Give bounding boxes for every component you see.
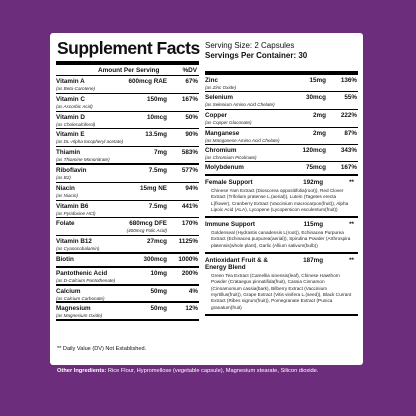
nutrient-dv: 1125% <box>178 238 198 245</box>
nutrient-dv: 136% <box>340 77 357 84</box>
nutrient-name: Vitamin B12 <box>56 238 92 245</box>
nutrient-dv: 577% <box>181 167 198 174</box>
blend-dv: ** <box>349 257 354 265</box>
nutrient-dv: 170% <box>181 220 198 227</box>
nutrient-row <box>56 218 199 236</box>
blend-header <box>205 218 358 228</box>
nutrient-row <box>56 286 199 303</box>
other-ingredients <box>57 368 318 374</box>
nutrient-dv: 50% <box>185 114 198 121</box>
nutrient-dv: 12% <box>185 305 198 312</box>
nutrient-amount: 10mcg <box>147 114 167 121</box>
footnote: ** Daily Value (DV) Not Established. <box>57 346 147 352</box>
nutrient-dv: 343% <box>340 147 357 154</box>
nutrient-name: Folate <box>56 220 75 227</box>
nutrient-source: (as Cholecalciferol) <box>56 121 96 127</box>
nutrient-name: Vitamin E <box>56 131 85 138</box>
nutrient-dv: 1000% <box>178 256 198 263</box>
nutrient-amount: 13.5mg <box>145 131 167 138</box>
blend-name: Female Support <box>205 179 253 186</box>
nutrient-row <box>56 254 199 268</box>
nutrient-row <box>205 162 358 176</box>
nutrient-dv: 87% <box>344 130 357 137</box>
nutrient-source: (as Cyanocobalamin) <box>56 245 100 251</box>
header-dv: %DV <box>182 67 197 74</box>
nutrient-amount: 30mcg <box>306 94 326 101</box>
nutrient-source: (as Calcium Carbonate) <box>56 295 105 301</box>
nutrient-row <box>56 112 199 129</box>
column-header <box>56 65 199 76</box>
nutrient-source: (400mcg Folic Acid) <box>126 227 167 233</box>
nutrient-amount: 7.5mg <box>148 167 167 174</box>
nutrient-amount: 10mg <box>150 270 167 277</box>
nutrient-source: (as Copper Gluconate) <box>205 119 252 125</box>
nutrient-row <box>205 75 358 92</box>
nutrient-name: Selenium <box>205 94 233 101</box>
blend-header <box>205 176 358 186</box>
nutrient-dv: 94% <box>185 185 198 192</box>
nutrient-amount: 680mcg DFE <box>129 220 167 227</box>
nutrient-name: Chromium <box>205 147 237 154</box>
nutrient-name: Manganese <box>205 130 240 137</box>
nutrient-name: Biotin <box>56 256 74 263</box>
nutrient-row <box>56 147 199 165</box>
nutrient-source: (as D-Calcium Pantothenate) <box>56 277 116 283</box>
other-ingredients-label: Other Ingredients: <box>57 368 107 374</box>
nutrient-row <box>205 110 358 128</box>
nutrient-dv: 200% <box>181 270 198 277</box>
header-amount: Amount Per Serving <box>98 67 160 74</box>
nutrient-row <box>205 92 358 110</box>
blend-ingredients: Goldenseal (Hydrastis canadensis L(root)), Echinacea Purpurea Extract (Echinacea purpurea(aerial)), Spirulina Powder (Arthrospira platensis(whole plant), Garlic (Allium sativum(bulb)) <box>211 230 351 248</box>
nutrient-amount: 15mg NE <box>140 185 167 192</box>
nutrient-row <box>56 76 199 94</box>
nutrient-dv: 167% <box>181 96 198 103</box>
nutrient-dv: 583% <box>181 149 198 156</box>
nutrient-row <box>56 236 199 254</box>
serving-size: Serving Size: 2 Capsules <box>205 41 295 50</box>
nutrient-name: Vitamin D <box>56 114 85 121</box>
nutrient-source: (as Pyridoxine HCl) <box>56 210 96 216</box>
blend-section <box>205 254 358 316</box>
blend-amount: 187mg <box>303 257 324 265</box>
blend-amount: 192mg <box>303 179 324 186</box>
nutrient-row <box>205 128 358 145</box>
blend-name: Immune Support <box>205 221 256 229</box>
nutrient-name: Zinc <box>205 77 218 84</box>
nutrient-name: Pantothenic Acid <box>56 270 108 277</box>
blend-name: Antioxidant Fruit & & Energy Blend <box>205 257 268 272</box>
serving-info <box>205 41 307 61</box>
left-column <box>56 61 199 321</box>
nutrient-name: Molybdenum <box>205 164 244 171</box>
nutrient-amount: 120mcg <box>302 147 326 154</box>
nutrient-amount: 75mcg <box>306 164 326 171</box>
nutrient-amount: 2mg <box>313 130 326 137</box>
nutrient-dv: 67% <box>185 78 198 85</box>
other-ingredients-text: Rice Flour, Hypromellose (vegetable capsule), Magnesium stearate, Silicon dioxide. <box>106 368 319 374</box>
nutrient-source: (as Ascorbic Acid) <box>56 103 93 109</box>
nutrient-source: (as Manganese Amino Acid Chelate) <box>205 137 280 143</box>
nutrient-name: Copper <box>205 112 228 119</box>
nutrient-row <box>56 303 199 321</box>
nutrient-source: (as Zinc Oxide) <box>205 84 237 90</box>
blend-ingredients: Green Tea Extract (Camellia sinensis(leaf), Chinese Hawthorn Powder (Crataegus pinnatifida(fruit), Cassia Cinnamon (Cinnamomum cassia(bark), Bilberry Extract (Vaccinium myrtillus(fruit)), Grape Extract (Vitis vinifera L.(seed)), Black Currant Extract (Ribes nigrum(fruit)), Pomegranate Extract (Punica granatum(fruit) <box>211 273 352 310</box>
nutrient-amount: 27mcg <box>147 238 167 245</box>
nutrient-name: Vitamin C <box>56 96 85 103</box>
servings-per-container: Servings Per Container: 30 <box>205 51 308 60</box>
blend-dv: ** <box>349 179 354 186</box>
nutrient-dv: 441% <box>181 203 198 210</box>
nutrient-source: (as Thiamine Mononitrate) <box>56 156 110 162</box>
supplement-facts-panel <box>50 33 363 365</box>
nutrient-dv: 4% <box>188 288 198 295</box>
blend-amount: 115mg <box>303 221 324 229</box>
nutrient-amount: 150mg <box>147 96 167 103</box>
nutrient-dv: 55% <box>344 94 357 101</box>
blend-section <box>205 176 358 218</box>
nutrient-amount: 600mcg RAE <box>128 78 167 85</box>
nutrient-name: Vitamin A <box>56 78 85 85</box>
nutrient-row <box>56 129 199 147</box>
nutrient-name: Niacin <box>56 185 75 192</box>
nutrient-amount: 7.5mg <box>148 203 167 210</box>
nutrient-amount: 7mg <box>154 149 167 156</box>
nutrient-row <box>56 165 199 183</box>
right-column <box>205 71 358 316</box>
nutrient-source: (as Chromium Picolinate) <box>205 154 257 160</box>
nutrient-amount: 50mg <box>150 305 167 312</box>
nutrient-dv: 222% <box>340 112 357 119</box>
nutrient-row <box>205 145 358 162</box>
nutrient-source: (as Magnesium Oxide) <box>56 312 103 318</box>
nutrient-row <box>56 268 199 286</box>
nutrient-name: Magnesium <box>56 305 91 312</box>
nutrient-source: (as Selenium Amino Acid Chelate) <box>205 101 275 107</box>
nutrient-name: Vitamin B6 <box>56 203 89 210</box>
nutrient-dv: 167% <box>340 164 357 171</box>
nutrient-amount: 15mg <box>309 77 326 84</box>
nutrient-amount: 2mg <box>313 112 326 119</box>
nutrient-amount: 50mg <box>150 288 167 295</box>
blend-section <box>205 218 358 254</box>
blend-header <box>205 254 358 271</box>
nutrient-source: (as DL-Alpha tocopheryl acetate) <box>56 138 124 144</box>
nutrient-dv: 90% <box>185 131 198 138</box>
nutrient-name: Riboflavin <box>56 167 87 174</box>
nutrient-amount: 300mcg <box>143 256 167 263</box>
nutrient-source: (as B2) <box>56 174 71 180</box>
nutrient-name: Thiamin <box>56 149 81 156</box>
nutrient-name: Calcium <box>56 288 81 295</box>
nutrient-row <box>56 183 199 201</box>
blend-dv: ** <box>349 221 354 229</box>
nutrient-row <box>56 201 199 218</box>
page-title: Supplement Facts <box>57 38 200 58</box>
nutrient-row <box>56 94 199 112</box>
nutrient-source: (as Beta-Carotene) <box>56 85 96 91</box>
nutrient-source: (as Niacin) <box>56 192 78 198</box>
blend-ingredients: Chinese Yam Extract (Dioscorea oppositifolia(root)), Red Clover Extract (Trifolium pratense L.(aerial)), Lutein (Tagetes erecta L(flower), Cranberry Extract (Vaccinium macrocarpon(fruit)), Alpha Lipoic Acid (ALA), Lycopene (Lycopersicon esculentum(fruit)) <box>211 188 349 212</box>
